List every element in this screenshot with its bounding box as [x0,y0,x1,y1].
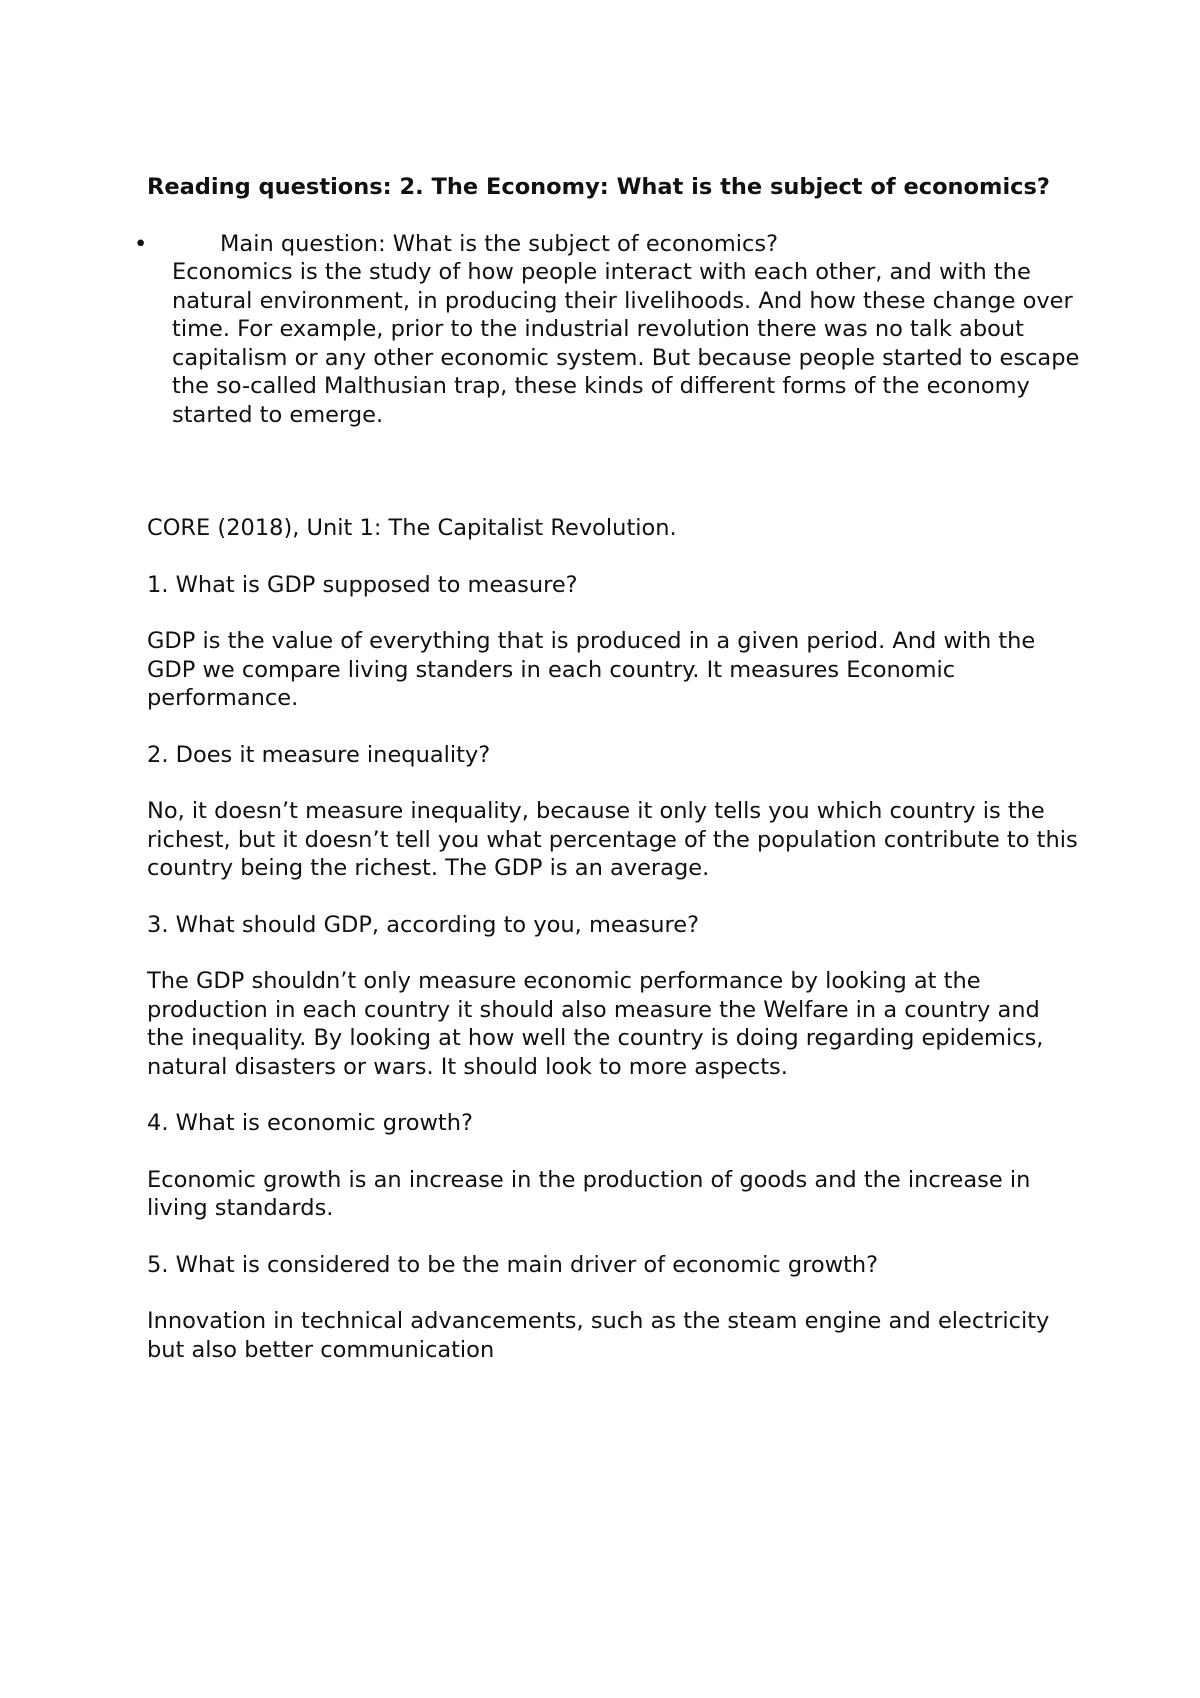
question-3: 3. What should GDP, according to you, measure? [147,911,700,938]
section-reference: CORE (2018), Unit 1: The Capitalist Revolution. [147,515,677,541]
bullet-dot-icon: • [134,230,148,257]
bullet-question: Main question: What is the subject of economics? [220,230,779,257]
document-title: Reading questions: 2. The Economy: What is the subject of economics? [147,174,1050,200]
document-page [134,173,1082,1364]
question-4: 4. What is economic growth? [147,1110,473,1136]
answer-5: Innovation in technical advancements, such as the steam engine and electricity but also better communication [147,1308,1050,1363]
question-2: 2. Does it measure inequality? [147,741,491,768]
question-5: 5. What is considered to be the main driver of economic growth? [147,1251,879,1278]
answer-2: No, it doesn’t measure inequality, because it only tells you which country is the richest, but it doesn’t tell you what percentage of the population contribute to this country being the richest. The GDP is an average. [147,798,1078,881]
bullet-item [134,230,1082,430]
answer-3: The GDP shouldn’t only measure economic performance by looking at the production in each country it should also measure the Welfare in a country and the inequality. By looking at how well the country is doing regarding epidemics, natural disasters or wars. It should look to more aspects. [147,968,1044,1080]
question-1: 1. What is GDP supposed to measure? [147,571,578,598]
answer-1: GDP is the value of everything that is produced in a given period. And with the GDP we compare living standers in each country. It measures Economic performance. [147,628,1036,711]
answer-4: Economic growth is an increase in the production of goods and the increase in living standards. [147,1166,1031,1221]
bullet-answer: Economics is the study of how people interact with each other, and with the natural environment, in producing their livelihoods. And how these change over time. For example, prior to the industrial revolution there was no talk about capitalism or any other economic system. But because people started to escape the so-called Malthusian trap, these kinds of different forms of the economy started to emerge. [172,259,1080,428]
